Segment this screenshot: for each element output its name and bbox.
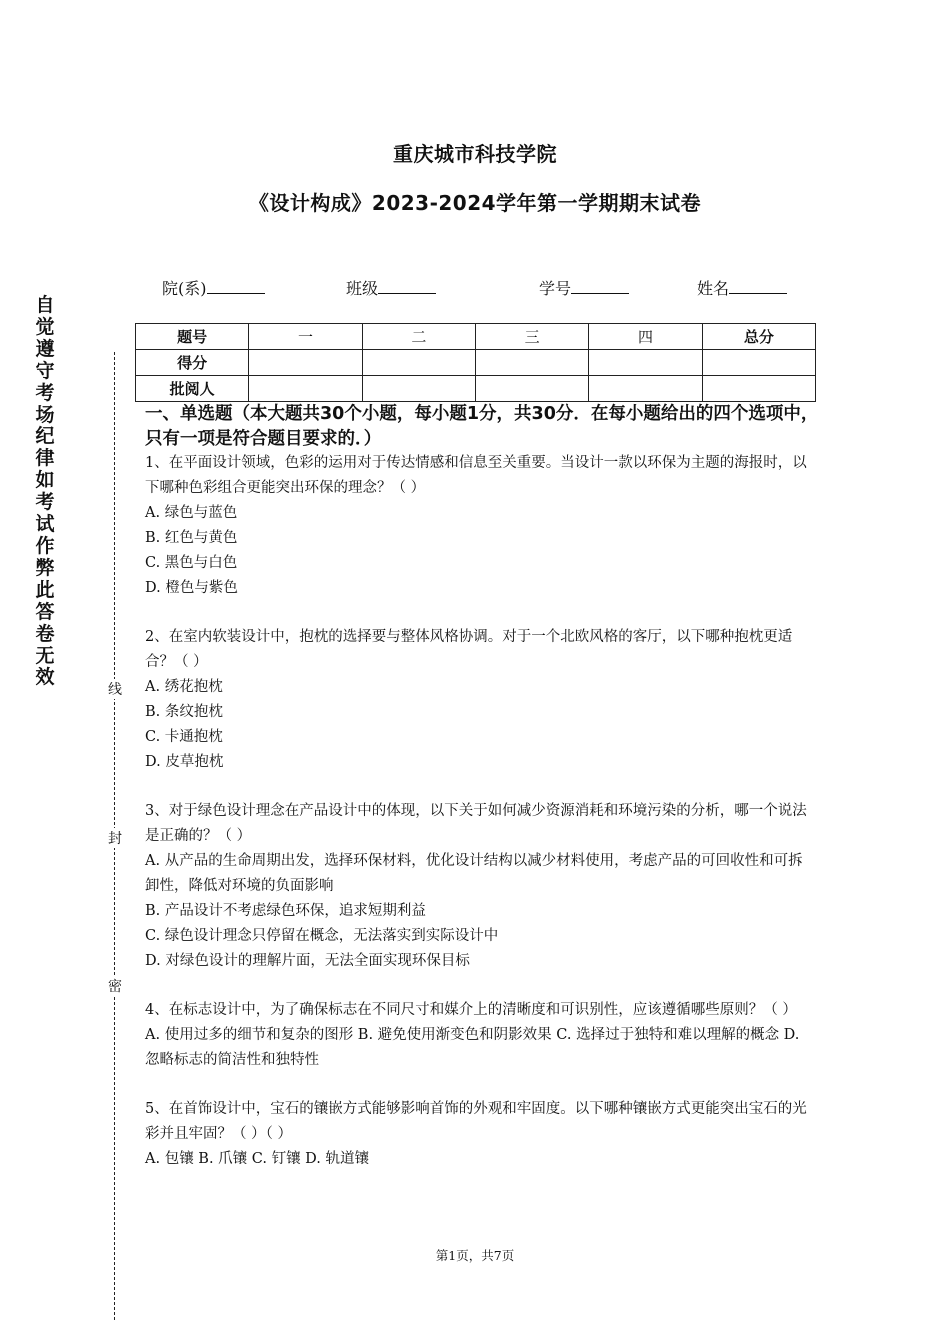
score-header-cell: 四 — [589, 324, 702, 350]
question-stem: 1、在平面设计领域，色彩的运用对于传达情感和信息至关重要。当设计一款以环保为主题的海报时，以下哪种色彩组合更能突出环保的理念？（ ） — [145, 455, 807, 496]
score-header-cell: 题号 — [136, 324, 249, 350]
question-option[interactable]: D. 皮草抱枕 — [145, 754, 224, 770]
question-option[interactable]: A. 绿色与蓝色 — [145, 505, 238, 521]
dept-label: 院(系) — [162, 279, 207, 298]
question — [145, 799, 817, 974]
dept-field[interactable] — [162, 276, 265, 299]
score-cell[interactable] — [589, 350, 702, 376]
seal-mark-secret: 密 — [106, 976, 124, 996]
question-option[interactable]: A. 从产品的生命周期出发，选择环保材料，优化设计结构以减少材料使用，考虑产品的可回收性和可拆卸性，降低对环境的负面影响 — [145, 853, 803, 894]
question-stem: 2、在室内软装设计中，抱枕的选择要与整体风格协调。对于一个北欧风格的客厅，以下哪种抱枕更适合？（ ） — [145, 629, 793, 670]
question — [145, 451, 817, 601]
question — [145, 625, 817, 775]
student-info-row — [0, 276, 950, 300]
score-cell[interactable] — [475, 350, 588, 376]
question-option[interactable]: B. 条纹抱枕 — [145, 704, 223, 720]
question-option[interactable]: B. 红色与黄色 — [145, 530, 238, 546]
question-list — [145, 451, 817, 1196]
grader-cell[interactable] — [702, 376, 815, 402]
side-warning-text: 自觉遵守考场纪律如考试作弊此答卷无效 — [35, 294, 55, 689]
question-options-inline[interactable]: A. 包镶 B. 爪镶 C. 钉镶 D. 轨道镶 — [145, 1151, 370, 1167]
score-header-cell: 一 — [249, 324, 362, 350]
score-cell[interactable] — [702, 350, 815, 376]
score-header-cell: 总分 — [702, 324, 815, 350]
grader-row — [136, 376, 816, 402]
name-blank[interactable] — [729, 277, 787, 294]
student-id-blank[interactable] — [571, 277, 629, 294]
score-header-cell: 二 — [362, 324, 475, 350]
grader-row-label: 批阅人 — [136, 376, 249, 402]
grader-cell[interactable] — [362, 376, 475, 402]
grader-cell[interactable] — [589, 376, 702, 402]
name-field[interactable] — [697, 276, 787, 299]
name-label: 姓名 — [697, 279, 730, 298]
student-id-field[interactable] — [539, 276, 629, 299]
question-option[interactable]: B. 产品设计不考虑绿色环保，追求短期利益 — [145, 903, 426, 919]
seal-mark-line: 线 — [106, 679, 124, 699]
question-option[interactable]: A. 绣花抱枕 — [145, 679, 223, 695]
score-cell[interactable] — [249, 350, 362, 376]
grader-cell[interactable] — [249, 376, 362, 402]
section-title: 一、单选题（本大题共30个小题，每小题1分，共30分．在每小题给出的四个选项中，只有一项是符合题目要求的．） — [145, 404, 819, 449]
class-label: 班级 — [346, 279, 379, 298]
seal-mark-seal: 封 — [106, 828, 124, 848]
score-cell[interactable] — [362, 350, 475, 376]
dept-blank[interactable] — [207, 277, 265, 294]
question-stem: 5、在首饰设计中，宝石的镶嵌方式能够影响首饰的外观和牢固度。以下哪种镶嵌方式更能突出宝石的光彩并且牢固？（ ）（ ） — [145, 1101, 807, 1142]
question — [145, 1097, 817, 1172]
exam-title: 《设计构成》2023-2024学年第一学期期末试卷 — [248, 191, 702, 215]
score-table — [135, 323, 816, 402]
class-blank[interactable] — [378, 277, 436, 294]
question-stem: 3、对于绿色设计理念在产品设计中的体现，以下关于如何减少资源消耗和环境污染的分析，哪一个说法是正确的？（ ） — [145, 803, 807, 844]
question-option[interactable]: C. 黑色与白色 — [145, 555, 238, 571]
question-option[interactable]: D. 橙色与紫色 — [145, 580, 238, 596]
score-row-label: 得分 — [136, 350, 249, 376]
school-title: 重庆城市科技学院 — [393, 142, 557, 166]
student-id-label: 学号 — [539, 279, 572, 298]
question-option[interactable]: D. 对绿色设计的理解片面，无法全面实现环保目标 — [145, 953, 470, 969]
question-options-inline[interactable]: A. 使用过多的细节和复杂的图形 B. 避免使用渐变色和阴影效果 C. 选择过于独特和难以理解的概念 D. 忽略标志的简洁性和独特性 — [145, 1027, 800, 1068]
score-row — [136, 350, 816, 376]
question — [145, 998, 817, 1073]
score-header-cell: 三 — [475, 324, 588, 350]
page-footer: 第1页，共7页 — [435, 1248, 515, 1263]
grader-cell[interactable] — [475, 376, 588, 402]
question-option[interactable]: C. 卡通抱枕 — [145, 729, 223, 745]
class-field[interactable] — [346, 276, 436, 299]
question-option[interactable]: C. 绿色设计理念只停留在概念，无法落实到实际设计中 — [145, 928, 499, 944]
question-stem: 4、在标志设计中，为了确保标志在不同尺寸和媒介上的清晰度和可识别性，应该遵循哪些原则？（ ） — [145, 1002, 797, 1018]
score-table-header-row — [136, 324, 816, 350]
